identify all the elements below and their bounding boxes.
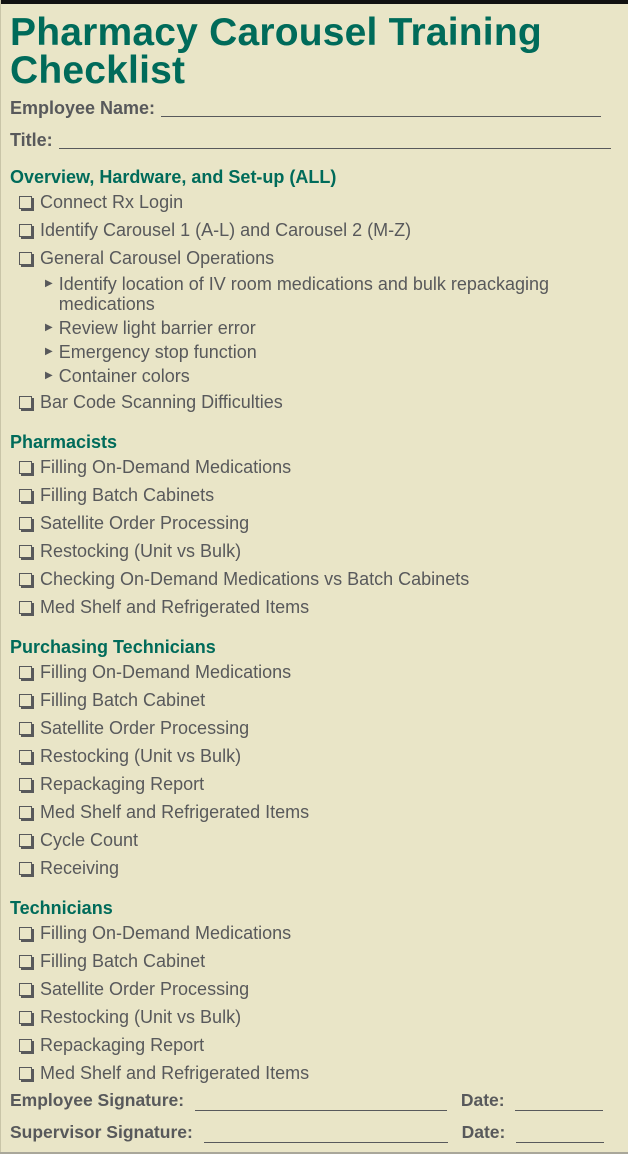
checkbox-icon[interactable] [19,983,32,996]
checkbox-icon[interactable] [19,862,32,875]
employee-signature-row [10,1090,603,1111]
checklist-item[interactable] [10,509,620,537]
checkbox-icon[interactable] [19,955,32,968]
page-title: Pharmacy Carousel Training Checklist [10,11,542,92]
top-border [0,0,628,4]
checklist-item-label: Med Shelf and Refrigerated Items [40,802,310,822]
triangle-bullet-icon: ▶ [45,278,53,289]
checklist-subitem-label: Identify location of IV room medications and bulk repackaging medications [58,274,549,314]
checklist-item[interactable] [10,742,620,770]
employee-date-label: Date: [460,1090,505,1110]
checklist-item[interactable] [10,770,620,798]
checklist-item-label: Med Shelf and Refrigerated Items [40,597,310,617]
triangle-bullet-icon: ▶ [45,346,53,357]
section-title: Purchasing Technicians [10,637,216,657]
checklist-item-label: Checking On-Demand Medications vs Batch Cabinets [40,569,470,589]
supervisor-date-line[interactable] [516,1124,604,1143]
employee-date-line[interactable] [515,1092,603,1111]
checklist-item-label: Restocking (Unit vs Bulk) [40,746,242,766]
checkbox-icon[interactable] [19,252,32,265]
checklist-item[interactable] [10,537,620,565]
section-title: Pharmacists [10,432,118,452]
checklist-section [10,166,620,416]
left-border [0,0,1,1154]
checklist-item[interactable] [10,216,620,244]
employee-name-field[interactable] [10,98,601,119]
checklist-subitem [10,316,620,340]
checklist-item-label: Restocking (Unit vs Bulk) [40,1007,242,1027]
employee-name-line[interactable] [161,116,601,117]
checkbox-icon[interactable] [19,489,32,502]
checklist-item-label: Identify Carousel 1 (A-L) and Carousel 2 (M-Z) [40,220,412,240]
checklist-item[interactable] [10,188,620,216]
checkbox-icon[interactable] [19,666,32,679]
checklist-item[interactable] [10,798,620,826]
checkbox-icon[interactable] [19,1011,32,1024]
checklist-subitem [10,364,620,388]
checkbox-icon[interactable] [19,545,32,558]
checkbox-icon[interactable] [19,573,32,586]
checklist-section [10,636,620,882]
employee-signature-line[interactable] [195,1092,447,1111]
checklist-item-label: Restocking (Unit vs Bulk) [40,541,242,561]
checklist-item[interactable] [10,593,620,621]
checkbox-icon[interactable] [19,722,32,735]
checklist-item-label: Repackaging Report [40,1035,205,1055]
title-field[interactable] [10,130,611,151]
checklist-item-label: Filling On-Demand Medications [40,457,292,477]
checklist-subitem-label: Emergency stop function [58,342,257,362]
checkbox-icon[interactable] [19,1067,32,1080]
triangle-bullet-icon: ▶ [45,322,53,333]
checkbox-icon[interactable] [19,461,32,474]
checklist-item[interactable] [10,826,620,854]
checklist-item[interactable] [10,854,620,882]
title-label: Title: [10,130,53,150]
checklist-subitem-label: Container colors [58,366,190,386]
checkbox-icon[interactable] [19,601,32,614]
checklist-item-label: Filling Batch Cabinet [40,690,206,710]
checklist [10,166,620,1087]
checkbox-icon[interactable] [19,694,32,707]
checklist-item[interactable] [10,1031,620,1059]
checklist-subitem [10,272,620,316]
checklist-item-label: Filling On-Demand Medications [40,662,292,682]
checklist-item-label: Filling Batch Cabinets [40,485,215,505]
supervisor-signature-line[interactable] [204,1124,448,1143]
checklist-subitem-label: Review light barrier error [58,318,256,338]
checklist-item-label: Filling On-Demand Medications [40,923,292,943]
checklist-item[interactable] [10,565,620,593]
checklist-item-label: Filling Batch Cabinet [40,951,206,971]
checklist-item[interactable] [10,686,620,714]
checklist-item-label: Connect Rx Login [40,192,184,212]
checklist-item[interactable] [10,658,620,686]
checklist-item-label: Bar Code Scanning Difficulties [40,392,283,412]
checklist-item[interactable] [10,947,620,975]
checklist-item-label: Satellite Order Processing [40,718,250,738]
supervisor-signature-label: Supervisor Signature: [10,1122,193,1142]
checklist-item[interactable] [10,1059,620,1087]
checklist-item-label: Cycle Count [40,830,139,850]
checkbox-icon[interactable] [19,750,32,763]
checklist-item[interactable] [10,388,620,416]
employee-signature-label: Employee Signature: [10,1090,185,1110]
checklist-section [10,431,620,621]
title-line[interactable] [59,148,611,149]
checklist-subitem [10,340,620,364]
employee-name-label: Employee Name: [10,98,156,118]
checkbox-icon[interactable] [19,396,32,409]
section-title: Technicians [10,898,113,918]
checkbox-icon[interactable] [19,517,32,530]
checklist-item[interactable] [10,975,620,1003]
checklist-item[interactable] [10,481,620,509]
checklist-item[interactable] [10,453,620,481]
checkbox-icon[interactable] [19,834,32,847]
checklist-section [10,897,620,1087]
supervisor-signature-row [10,1122,604,1143]
checklist-item[interactable] [10,1003,620,1031]
triangle-bullet-icon: ▶ [45,370,53,381]
checkbox-icon[interactable] [19,806,32,819]
checklist-item-label: General Carousel Operations [40,248,275,268]
checkbox-icon[interactable] [19,927,32,940]
checkbox-icon[interactable] [19,1039,32,1052]
checkbox-icon[interactable] [19,778,32,791]
checklist-item-label: Receiving [40,858,120,878]
checklist-item[interactable] [10,244,620,272]
checkbox-icon[interactable] [19,224,32,237]
checklist-item-label: Satellite Order Processing [40,979,250,999]
checkbox-icon[interactable] [19,196,32,209]
checklist-item[interactable] [10,714,620,742]
checklist-item-label: Med Shelf and Refrigerated Items [40,1063,310,1083]
section-title: Overview, Hardware, and Set-up (ALL) [10,167,337,187]
checklist-item-label: Satellite Order Processing [40,513,250,533]
checklist-item-label: Repackaging Report [40,774,205,794]
supervisor-date-label: Date: [461,1122,506,1142]
checklist-item[interactable] [10,919,620,947]
